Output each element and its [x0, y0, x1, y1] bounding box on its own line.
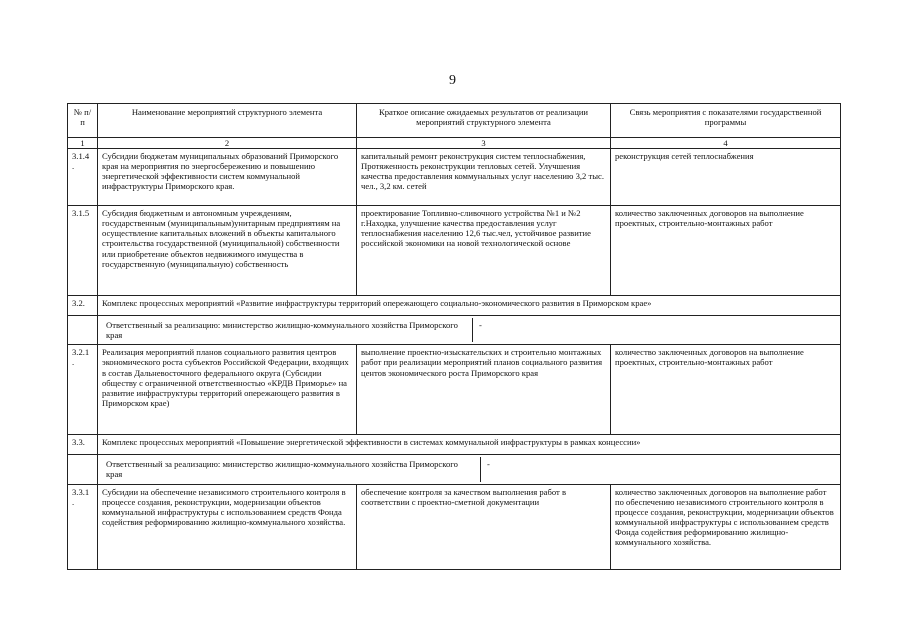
- activity-name: Реализация мероприятий планов социального развития центров экономического роста субъектов Российской Федерации, входящих в состав Дальневосточного федерального округа (Субсидии обществу с ограниченной ответственностью «КРДВ Приморье» на развитие инфраструктуры территорий опережающего развития в Приморском крае): [98, 345, 357, 435]
- indicator-link: количество заключенных договоров на выполнение проектных, строительно-монтажных работ: [611, 206, 841, 296]
- responsible-text: Ответственный за реализацию: министерство жилищно-коммунального хозяйства Приморского края: [102, 318, 473, 342]
- responsible-text: Ответственный за реализацию: министерство жилищно-коммунального хозяйства Приморского края: [102, 457, 481, 481]
- indicator-link: реконструкция сетей теплоснабжения: [611, 149, 841, 206]
- table-row: [68, 345, 841, 435]
- indicator-link: количество заключенных договоров на выполнение проектных, строительно-монтажных работ: [611, 345, 841, 435]
- expected-result: проектирование Топливно-сливочного устройства №1 и №2 г.Находка, улучшение качества предоставления услуг теплоснабжения населению 12,6 тыс.чел, устойчивое развитие российской экономики на новой технологической основе: [357, 206, 611, 296]
- row-number: 3.1.5: [68, 206, 98, 296]
- column-number-row: [68, 138, 841, 149]
- activity-name: Субсидия бюджетным и автономным учреждениям, государственным (муниципальным)унитарным предприятиям на осуществление капитальных вложений в объекты капитального строительства государственной (муниципальной) собственности или приобретение объектов недвижимого имущества в государственную (муниципальную) собственность: [98, 206, 357, 296]
- responsible-cell: [98, 455, 841, 484]
- expected-result: обеспечение контроля за качеством выполнения работ в соответствии с проектно-сметной документации: [357, 484, 611, 569]
- row-number: 3.3.: [68, 435, 98, 455]
- row-number: 3.2.: [68, 296, 98, 316]
- column-number: 3: [357, 138, 611, 149]
- column-number: 1: [68, 138, 98, 149]
- responsible-row: [68, 455, 841, 484]
- expected-result: капитальный ремонт реконструкция систем теплоснабжения, Протяженность реконструкции тепловых сетей. Улучшения качества предоставления коммунальных услуг населению 3,2 тыс. чел., 3,2 км. сетей: [357, 149, 611, 206]
- header-result: Краткое описание ожидаемых результатов от реализации мероприятий структурного элемента: [357, 104, 611, 138]
- table-row: [68, 149, 841, 206]
- row-number: 3.2.1 .: [68, 345, 98, 435]
- complex-row: [68, 296, 841, 316]
- header-link: Связь мероприятия с показателями государственной программы: [611, 104, 841, 138]
- table-row: [68, 206, 841, 296]
- responsible-dash: -: [479, 320, 482, 330]
- responsible-dash: -: [487, 459, 490, 470]
- program-table: [67, 103, 841, 570]
- activity-name: Субсидии бюджетам муниципальных образований Приморского края на мероприятия по энергосбережению и повышению энергетической эффективности систем коммунальной инфраструктуры Приморского края.: [98, 149, 357, 206]
- table-header-row: [68, 104, 841, 138]
- responsible-row: [68, 316, 841, 345]
- header-name: Наименование мероприятий структурного элемента: [98, 104, 357, 138]
- row-number: 3.1.4 .: [68, 149, 98, 206]
- complex-row: [68, 435, 841, 455]
- header-number: № п/ п: [68, 104, 98, 138]
- column-number: 2: [98, 138, 357, 149]
- table-row: [68, 484, 841, 569]
- empty-cell: [68, 455, 98, 484]
- row-number: 3.3.1 .: [68, 484, 98, 569]
- expected-result: выполнение проектно-изыскательских и строительно монтажных работ при реализации мероприятий планов социального развития центов экономического роста Приморского края: [357, 345, 611, 435]
- activity-name: Субсидии на обеспечение независимого строительного контроля в процессе создания, реконструкции, модернизации объектов коммунальной инфраструктуры с использованием средств Фонда содействия реформированию жилищно-коммунального хозяйства.: [98, 484, 357, 569]
- page-number: 9: [449, 73, 456, 88]
- complex-title: Комплекс процессных мероприятий «Повышение энергетической эффективности в системах коммунальной инфраструктуры в рамках концессии»: [98, 435, 841, 455]
- empty-cell: [68, 316, 98, 345]
- complex-title: Комплекс процессных мероприятий «Развитие инфраструктуры территорий опережающего социально-экономического развития в Приморском крае»: [98, 296, 841, 316]
- indicator-link: количество заключенных договоров на выполнение работ по обеспечению независимого строительного контроля в процессе создания, реконструкции, модернизации объектов коммунальной инфраструктуры с использованием средств Фонда содействия реформированию жилищно-коммунального хозяйства.: [611, 484, 841, 569]
- column-number: 4: [611, 138, 841, 149]
- responsible-cell: [98, 316, 841, 345]
